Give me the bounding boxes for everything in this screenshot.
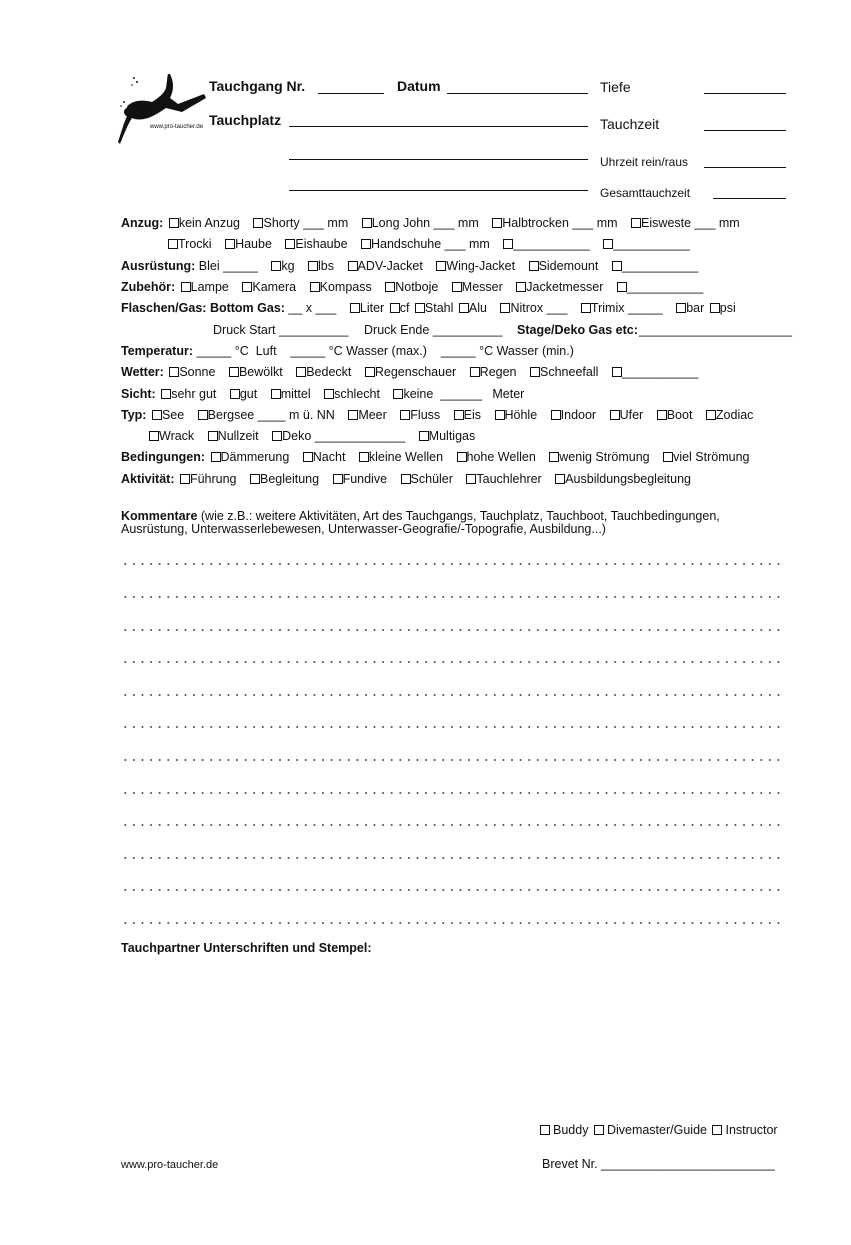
checkbox-daemmerung[interactable] [211,452,221,462]
checkbox-wing-jacket[interactable] [436,261,446,271]
checkbox-nullzeit[interactable] [208,431,218,441]
time-in-out-label: Uhrzeit rein/raus [600,155,689,169]
dive-number-label: Tauchgang Nr. [209,78,306,94]
comment-line[interactable] [121,759,785,761]
option-eisweste: Eisweste ___ mm [641,216,740,230]
checkbox-viel-stroemung[interactable] [663,452,673,462]
logo-text: www.pro-taucher.de [150,124,204,130]
checkbox-lampe[interactable] [181,282,191,292]
checkbox-multigas[interactable] [419,431,429,441]
option-handschuhe: Handschuhe ___ mm [371,237,490,251]
checkbox-eisweste[interactable] [631,218,641,228]
zubehoer-row [121,280,703,294]
checkbox-shorty[interactable] [253,218,263,228]
option-regenschauer: Regenschauer [374,365,457,379]
ausruestung-label: Ausrüstung: [121,259,199,273]
option-adv-jacket: ADV-Jacket [357,259,423,273]
temperatur-row [121,344,574,358]
checkbox-fundive[interactable] [333,474,343,484]
comment-line[interactable] [121,726,785,728]
time-in-out-field[interactable] [704,167,786,168]
option-keine: keine ______ Meter [403,387,525,401]
option-wetter-other: ___________ [621,365,699,379]
option-long-john: Long John ___ mm [371,216,479,230]
checkbox-sonne[interactable] [169,367,179,377]
dive-time-label: Tauchzeit [600,116,660,132]
option-multigas: Multigas [428,429,476,443]
option-wing-jacket: Wing-Jacket [446,259,516,273]
comments-hint-1: (wie z.B.: weitere Aktivitäten, Art des Tauchgangs, Tauchplatz, Tauchboot, Tauchbedingungen, [197,509,720,523]
checkbox-kompass[interactable] [310,282,320,292]
anzug-row-2 [166,237,690,251]
option-instructor: Instructor [725,1123,778,1137]
option-hohe-wellen: hohe Wellen [466,450,536,464]
option-kleine-wellen: kleine Wellen [368,450,444,464]
stage-gas-label: Stage/Deko Gas etc: [517,323,638,337]
option-stahl: Stahl [424,301,454,315]
checkbox-deko[interactable] [272,431,282,441]
checkbox-schlecht[interactable] [324,389,334,399]
checkbox-zubehoer-other[interactable] [617,282,627,292]
checkbox-tauchlehrer[interactable] [466,474,476,484]
option-kein-anzug: kein Anzug [178,216,240,230]
signatures-label: Tauchpartner Unterschriften und Stempel: [121,941,372,955]
roles-row [538,1123,778,1137]
flaschen-label: Flaschen/Gas: [121,301,210,315]
ausruestung-row [121,259,698,273]
dive-site-field-3[interactable] [289,190,588,191]
zubehoer-label: Zubehör: [121,280,179,294]
checkbox-messer[interactable] [452,282,462,292]
option-messer: Messer [461,280,503,294]
total-time-field[interactable] [713,198,786,199]
checkbox-notboje[interactable] [385,282,395,292]
option-gut: gut [239,387,258,401]
brevet-label: Brevet Nr. [542,1157,602,1171]
option-divemaster: Divemaster/Guide [606,1123,707,1137]
checkbox-eishaube[interactable] [285,239,295,249]
diver-logo [112,72,208,152]
checkbox-ausbildungsbegleitung[interactable] [555,474,565,484]
comment-line[interactable] [121,563,785,565]
option-tauchlehrer: Tauchlehrer [476,472,542,486]
checkbox-psi[interactable] [710,303,720,313]
sicht-label: Sicht: [121,387,160,401]
option-lampe: Lampe [190,280,229,294]
option-buddy: Buddy [553,1123,589,1137]
option-wenig-stroemung: wenig Strömung [559,450,650,464]
option-boot: Boot [666,408,693,422]
checkbox-bergsee[interactable] [198,410,208,420]
date-label: Datum [397,78,441,94]
option-meer: Meer [358,408,387,422]
dive-site-field-2[interactable] [289,159,588,160]
checkbox-schueler[interactable] [401,474,411,484]
checkbox-nacht[interactable] [303,452,313,462]
checkbox-keine[interactable] [393,389,403,399]
option-bedeckt: Bedeckt [306,365,352,379]
temperatur-fields[interactable]: _____ °C Luft _____ °C Wasser (max.) _____ °C Wasser (min.) [196,344,574,358]
option-kompass: Kompass [319,280,372,294]
dive-number-field[interactable] [318,93,384,94]
typ-row [121,408,753,422]
checkbox-schneefall[interactable] [530,367,540,377]
comment-line[interactable] [121,857,785,859]
comment-line[interactable] [121,792,785,794]
option-see: See [161,408,185,422]
checkbox-sehr-gut[interactable] [161,389,171,399]
option-haube: Haube [235,237,272,251]
brevet-row [542,1157,775,1171]
checkbox-kleine-wellen[interactable] [359,452,369,462]
option-alu: Alu [468,301,487,315]
checkbox-kein-anzug[interactable] [169,218,179,228]
aktivitaet-row [121,472,691,486]
checkbox-bewoelkt[interactable] [229,367,239,377]
option-sonne: Sonne [179,365,216,379]
total-time-label: Gesamttauchzeit [600,186,691,200]
checkbox-nitrox[interactable] [500,303,510,313]
option-anzug-other-2: ___________ [613,237,690,251]
checkbox-eis[interactable] [454,410,464,420]
option-kg: kg [281,259,295,273]
comment-line[interactable] [121,596,785,598]
wetter-label: Wetter: [121,365,168,379]
option-schneefall: Schneefall [540,365,599,379]
checkbox-halbtrocken[interactable] [492,218,502,228]
wetter-row [121,365,698,379]
checkbox-stahl[interactable] [415,303,425,313]
temperatur-label: Temperatur: [121,344,197,358]
typ-row-2 [147,429,475,443]
option-fundive: Fundive [342,472,388,486]
checkbox-buddy[interactable] [540,1125,550,1135]
footer-url: www.pro-taucher.de [121,1159,219,1171]
checkbox-boot[interactable] [657,410,667,420]
option-notboje: Notboje [395,280,439,294]
checkbox-wetter-other[interactable] [612,367,622,377]
option-schueler: Schüler [410,472,453,486]
checkbox-bedeckt[interactable] [296,367,306,377]
brevet-field[interactable]: _________________________ [601,1157,775,1171]
comment-line[interactable] [121,922,785,924]
checkbox-divemaster[interactable] [594,1125,604,1135]
checkbox-wenig-stroemung[interactable] [549,452,559,462]
option-trocki: Trocki [178,237,212,251]
checkbox-ufer[interactable] [610,410,620,420]
diver-icon [112,72,208,152]
option-eis: Eis [463,408,482,422]
checkbox-fuehrung[interactable] [180,474,190,484]
option-bewoelkt: Bewölkt [238,365,283,379]
option-halbtrocken: Halbtrocken ___ mm [502,216,618,230]
checkbox-kg[interactable] [271,261,281,271]
checkbox-wrack[interactable] [149,431,159,441]
comments-hint-2: Ausrüstung, Unterwasserlebewesen, Unterwasser-Geografie/-Topografie, Ausbildung...) [121,522,606,536]
option-viel-stroemung: viel Strömung [673,450,750,464]
option-nullzeit: Nullzeit [217,429,259,443]
option-fluss: Fluss [410,408,441,422]
anzug-label: Anzug: [121,216,167,230]
option-hoehle: Höhle [504,408,538,422]
option-trimix: Trimix _____ [590,301,663,315]
checkbox-hohe-wellen[interactable] [457,452,467,462]
option-psi: psi [719,301,736,315]
option-schlecht: schlecht [334,387,380,401]
checkbox-trimix[interactable] [581,303,591,313]
checkbox-long-john[interactable] [362,218,372,228]
checkbox-hoehle[interactable] [495,410,505,420]
option-anzug-other-1: ___________ [513,237,590,251]
checkbox-mittel[interactable] [271,389,281,399]
dive-site-label: Tauchplatz [209,112,282,128]
option-indoor: Indoor [560,408,597,422]
option-begleitung: Begleitung [260,472,320,486]
checkbox-jacketmesser[interactable] [516,282,526,292]
option-kamera: Kamera [252,280,297,294]
date-field[interactable] [447,93,588,94]
option-deko: Deko _____________ [282,429,406,443]
option-lbs: lbs [318,259,335,273]
option-zubehoer-other: ___________ [626,280,704,294]
comment-line[interactable] [121,889,785,891]
option-bar: bar [686,301,705,315]
dive-time-field[interactable] [704,130,786,131]
option-wrack: Wrack [159,429,195,443]
checkbox-haube[interactable] [225,239,235,249]
comment-line[interactable] [121,694,785,696]
option-cf: cf [399,301,410,315]
checkbox-anzug-other-2[interactable] [603,239,613,249]
checkbox-bar[interactable] [676,303,686,313]
option-ausbildungsbegleitung: Ausbildungsbegleitung [565,472,692,486]
checkbox-cf[interactable] [390,303,400,313]
checkbox-alu[interactable] [459,303,469,313]
checkbox-adv-jacket[interactable] [348,261,358,271]
option-fuehrung: Führung [189,472,237,486]
comment-line[interactable] [121,629,785,631]
checkbox-trocki[interactable] [168,239,178,249]
druck-start-field[interactable]: Druck Start __________ [213,323,349,337]
checkbox-meer[interactable] [348,410,358,420]
comment-line[interactable] [121,824,785,826]
option-shorty: Shorty ___ mm [263,216,349,230]
comment-line[interactable] [121,661,785,663]
checkbox-regen[interactable] [470,367,480,377]
checkbox-regenschauer[interactable] [365,367,375,377]
blei-field[interactable]: Blei _____ [198,259,258,273]
option-sidemount: Sidemount [538,259,599,273]
option-liter: Liter [359,301,385,315]
checkbox-begleitung[interactable] [250,474,260,484]
option-bergsee: Bergsee ____ m ü. NN [207,408,335,422]
option-mittel: mittel [280,387,311,401]
checkbox-fluss[interactable] [400,410,410,420]
bedingungen-label: Bedingungen: [121,450,209,464]
option-regen: Regen [479,365,517,379]
checkbox-anzug-other-1[interactable] [503,239,513,249]
aktivitaet-label: Aktivität: [121,472,178,486]
option-daemmerung: Dämmerung [220,450,290,464]
depth-field[interactable] [704,93,786,94]
anzug-row [121,216,740,230]
bottom-gas-label: Bottom Gas: [209,301,289,315]
option-eishaube: Eishaube [295,237,348,251]
checkbox-handschuhe[interactable] [361,239,371,249]
checkbox-ausruestung-other[interactable] [612,261,622,271]
comments-heading [121,509,720,523]
typ-label: Typ: [121,408,150,422]
option-sehr-gut: sehr gut [171,387,217,401]
checkbox-lbs[interactable] [308,261,318,271]
druck-ende-field[interactable]: Druck Ende __________ [364,323,503,337]
checkbox-zodiac[interactable] [706,410,716,420]
option-ausruestung-other: ___________ [621,259,699,273]
checkbox-sidemount[interactable] [529,261,539,271]
checkbox-kamera[interactable] [242,282,252,292]
depth-label: Tiefe [600,79,631,95]
sicht-row [121,387,524,401]
bedingungen-row [121,450,750,464]
checkbox-indoor[interactable] [551,410,561,420]
checkbox-instructor[interactable] [712,1125,722,1135]
option-nitrox: Nitrox ___ [510,301,568,315]
dive-site-field-1[interactable] [289,126,588,127]
flaschen-row [121,301,736,315]
bottom-gas-field[interactable]: __ x ___ [288,301,337,315]
option-jacketmesser: Jacketmesser [526,280,604,294]
checkbox-gut[interactable] [230,389,240,399]
checkbox-see[interactable] [152,410,162,420]
option-nacht: Nacht [312,450,346,464]
option-zodiac: Zodiac [715,408,754,422]
comments-label: Kommentare [121,509,198,523]
checkbox-liter[interactable] [350,303,360,313]
option-ufer: Ufer [619,408,644,422]
stage-gas-field[interactable]: ______________________ [639,323,792,337]
